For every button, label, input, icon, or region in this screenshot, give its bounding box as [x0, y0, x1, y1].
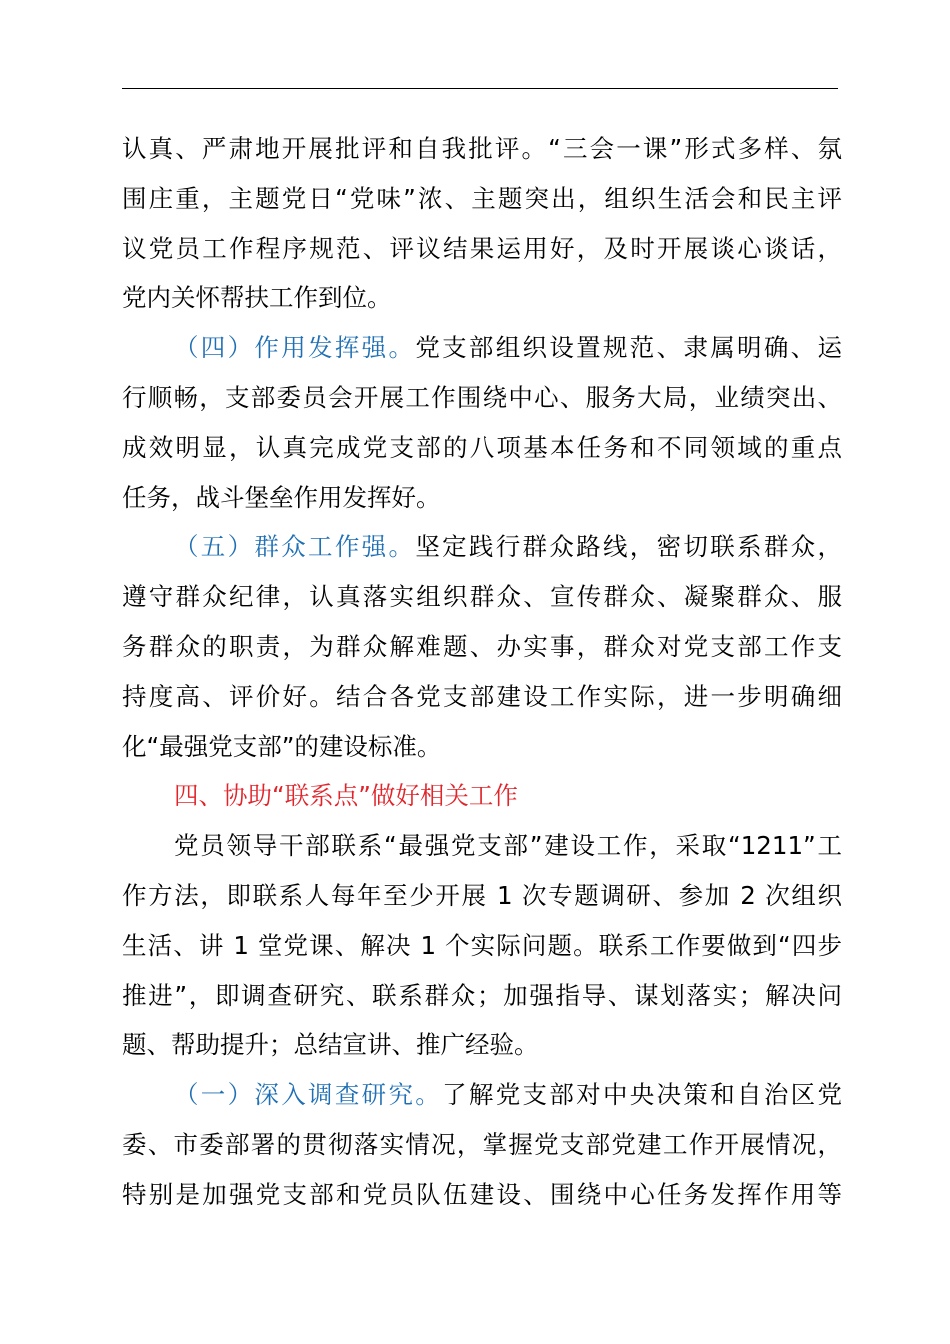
text-line: 成效明显，认真完成党支部的八项基本任务和不同领域的重点 [122, 432, 842, 462]
text-line: 党内关怀帮扶工作到位。 [122, 283, 392, 313]
text-line: 认真、严肃地开展批评和自我批评。“三会一课”形式多样、氛 [122, 134, 842, 163]
subheading: （五）群众工作强。 [174, 532, 416, 562]
text-span: 坚定践行群众路线，密切联系群众， [415, 532, 842, 562]
paragraph-first-line: 党员领导干部联系“最强党支部”建设工作，采取“1211”工 [174, 831, 842, 861]
text-line: 任务，战斗堡垒作用发挥好。 [122, 482, 441, 512]
text-line: 务群众的职责，为群众解难题、办实事，群众对党支部工作支 [122, 631, 842, 661]
text-line: 生活、讲 1 堂党课、解决 1 个实际问题。联系工作要做到“四步 [122, 930, 842, 960]
document-body [122, 124, 842, 1220]
subheading: （一）深入调查研究。 [174, 1080, 443, 1110]
text-line: 行顺畅，支部委员会开展工作围绕中心、服务大局，业绩突出、 [122, 382, 842, 412]
paragraph-first-line [122, 323, 842, 373]
section-title: 四、协助“联系点”做好相关工作 [174, 781, 518, 811]
text-line: 作方法，即联系人每年至少开展 1 次专题调研、参加 2 次组织 [122, 880, 842, 910]
text-span: 党支部组织设置规范、隶属明确、运 [415, 333, 842, 363]
text-line: 化“最强党支部”的建设标准。 [122, 731, 442, 761]
paragraph-first-line [122, 1070, 842, 1120]
text-line: 特别是加强党支部和党员队伍建设、围绕中心任务发挥作用等 [122, 1179, 842, 1209]
text-line: 围庄重，主题党日“党味”浓、主题突出，组织生活会和民主评 [122, 183, 842, 213]
text-span: 了解党支部对中央决策和自治区党 [442, 1080, 842, 1110]
header-rule [122, 88, 838, 89]
subheading: （四）作用发挥强。 [174, 333, 416, 363]
text-line: 持度高、评价好。结合各党支部建设工作实际，进一步明确细 [122, 681, 842, 711]
text-line: 遵守群众纪律，认真落实组织群众、宣传群众、凝聚群众、服 [122, 582, 842, 612]
paragraph-first-line [122, 522, 842, 572]
text-line: 推进”，即调查研究、联系群众；加强指导、谋划落实；解决问 [122, 980, 842, 1010]
text-line: 议党员工作程序规范、评议结果运用好，及时开展谈心谈话， [122, 233, 842, 263]
text-line: 题、帮助提升；总结宣讲、推广经验。 [122, 1030, 539, 1060]
text-line: 委、市委部署的贯彻落实情况，掌握党支部党建工作开展情况， [122, 1129, 842, 1159]
